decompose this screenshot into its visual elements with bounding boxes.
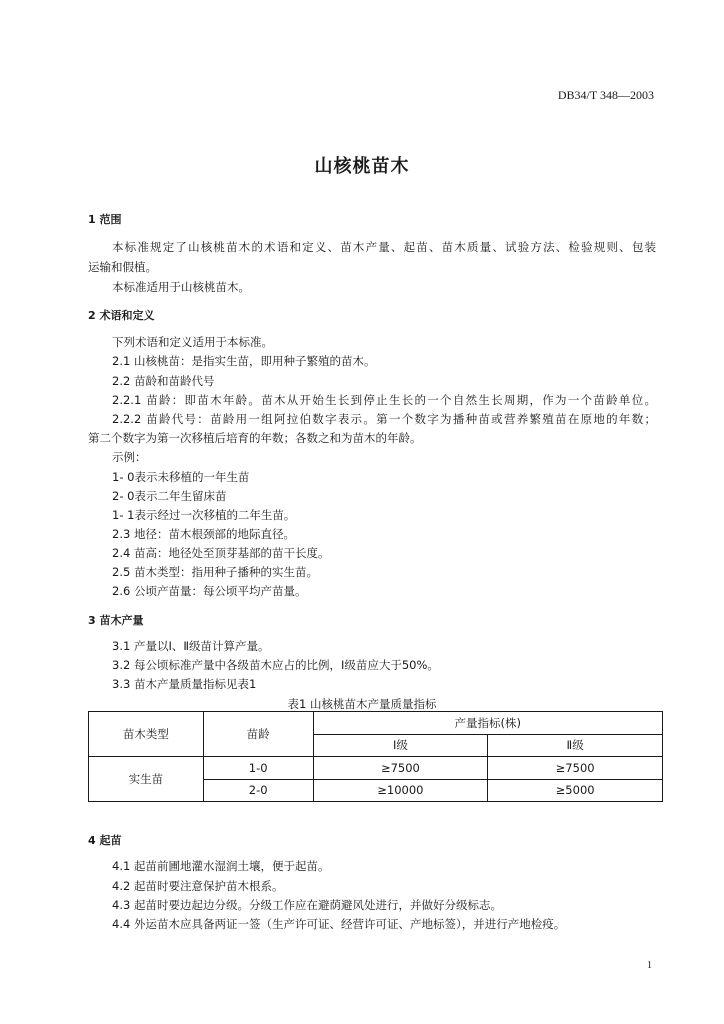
- page-number: 1: [647, 960, 652, 971]
- table-cell-age: 2-0: [203, 779, 313, 802]
- header-cell-grade-1: Ⅰ级: [313, 734, 488, 757]
- section-2-line: 2.6 公顷产苗量：每公顷平均产苗量。: [112, 584, 307, 598]
- section-2-line: 1- 0表示未移植的一年生苗: [112, 470, 250, 484]
- section-1-paragraph-line: 本标准规定了山核桃苗木的术语和定义、苗木产量、起苗、苗木质量、试验方法、检验规则、包装: [112, 240, 656, 254]
- table-row: [89, 757, 663, 780]
- header-cell-age: 苗龄: [203, 712, 313, 757]
- section-1-heading: 1 范围: [88, 213, 122, 226]
- section-3-line: 3.3 苗木产量质量指标见表1: [112, 677, 257, 691]
- section-3-line: 3.1 产量以Ⅰ、Ⅱ级苗计算产量。: [112, 639, 270, 653]
- section-4-heading: 4 起苗: [88, 834, 122, 847]
- section-2-line: 第二个数字为第一次移植后培育的年数；各数之和为苗木的年龄。: [88, 431, 422, 445]
- section-2-line: 1- 1表示经过一次移植的二年生苗。: [112, 508, 296, 522]
- section-2-line: 2.4 苗高：地径处至顶芽基部的苗干长度。: [112, 546, 330, 560]
- yield-quality-table: [88, 711, 663, 802]
- header-cell-yield: 产量指标(株): [313, 712, 662, 735]
- section-2-line: 示例：: [112, 450, 147, 464]
- table-cell-type: 实生苗: [89, 757, 204, 802]
- document-title: 山核桃苗木: [314, 156, 410, 177]
- table-cell-age: 1-0: [203, 757, 313, 780]
- section-3-heading: 3 苗木产量: [88, 614, 144, 627]
- section-2-line: 2.1 山核桃苗：是指实生苗，即用种子繁殖的苗木。: [112, 354, 376, 368]
- section-4-line: 4.4 外运苗木应具备两证一签（生产许可证、经营许可证、产地标签），并进行产地检疫。: [112, 917, 566, 931]
- section-2-line: 2- 0表示二年生留床苗: [112, 489, 227, 503]
- section-1-paragraph: 本标准适用于山核桃苗木。: [112, 280, 250, 294]
- document-code: DB34/T 348—2003: [557, 88, 654, 102]
- table-cell-grade-2: ≥5000: [488, 779, 663, 802]
- section-2-heading: 2 术语和定义: [88, 309, 155, 322]
- section-3-line: 3.2 每公顷标准产量中各级苗木应占的比例，Ⅰ级苗应大于50%。: [112, 658, 439, 672]
- table-cell-grade-1: ≥10000: [313, 779, 488, 802]
- header-cell-grade-2: Ⅱ级: [488, 734, 663, 757]
- header-cell-type: 苗木类型: [89, 712, 204, 757]
- section-2-line: 2.2.1 苗龄：即苗木年龄。苗木从开始生长到停止生长的一个自然生长周期，作为一个苗龄单位。: [112, 393, 656, 407]
- section-4-line: 4.1 起苗前圃地灌水湿润土壤，便于起苗。: [112, 859, 330, 873]
- section-2-line: 2.2.2 苗龄代号：苗龄用一组阿拉伯数字表示。第一个数字为播种苗或营养繁殖苗在原地的年数；: [112, 412, 656, 426]
- section-2-line: 2.5 苗木类型：指用种子播种的实生苗。: [112, 565, 318, 579]
- section-1-paragraph-line: 运输和假植。: [88, 260, 157, 274]
- section-4-line: 4.3 起苗时要边起边分级。分级工作应在避荫避风处进行，并做好分级标志。: [112, 898, 502, 912]
- table-cell-grade-2: ≥7500: [488, 757, 663, 780]
- table-cell-grade-1: ≥7500: [313, 757, 488, 780]
- section-2-line: 下列术语和定义适用于本标准。: [112, 335, 273, 349]
- section-2-line: 2.2 苗龄和苗龄代号: [112, 374, 215, 388]
- section-2-line: 2.3 地径：苗木根颈部的地际直径。: [112, 527, 295, 541]
- section-4-line: 4.2 起苗时要注意保护苗木根系。: [112, 879, 284, 893]
- table-caption: 表1 山核桃苗木产量质量指标: [287, 697, 437, 711]
